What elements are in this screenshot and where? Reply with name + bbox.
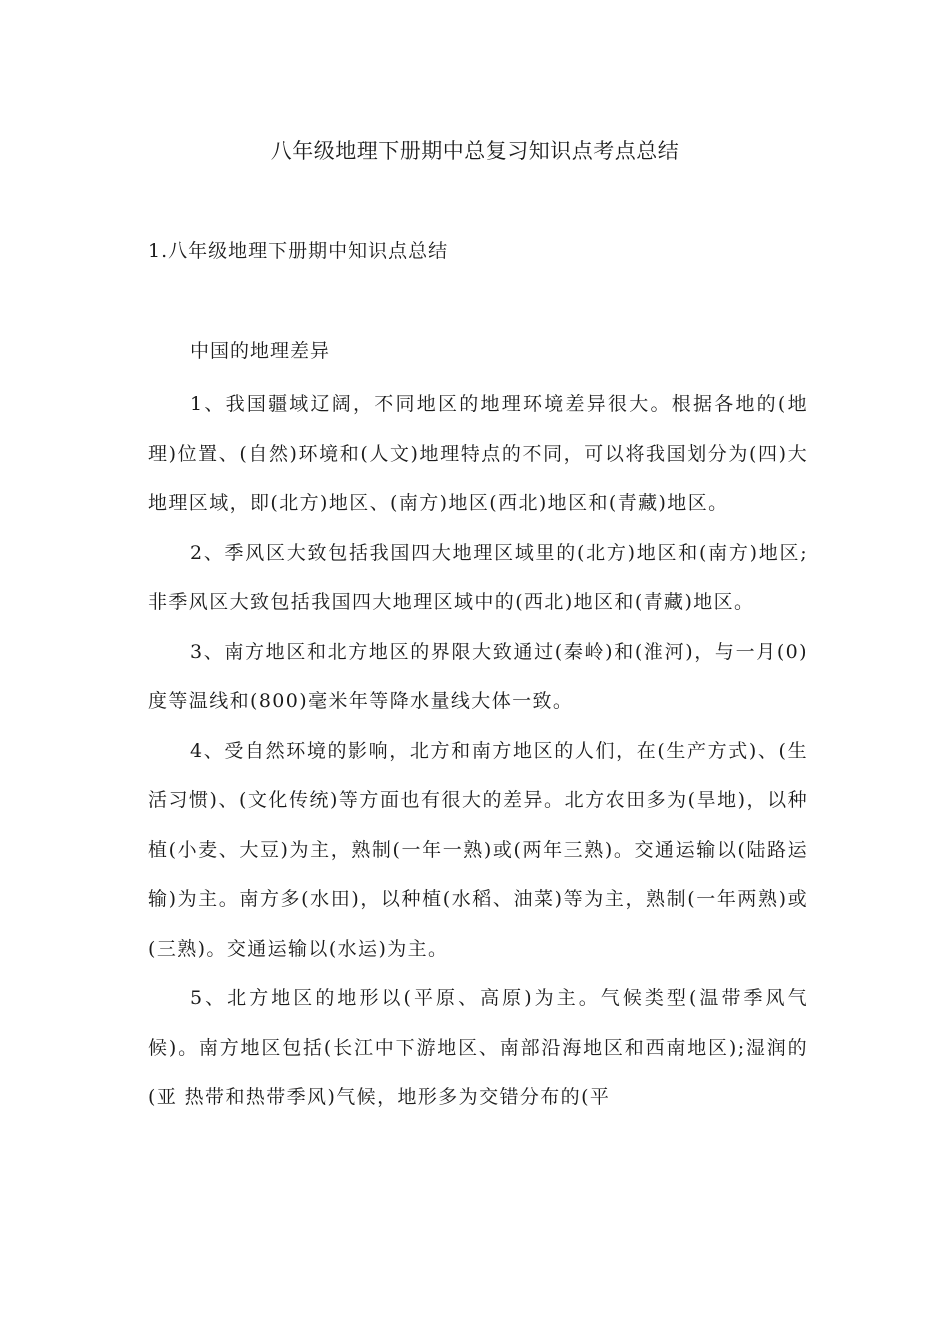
section-heading: 1.八年级地理下册期中知识点总结	[148, 240, 449, 262]
sub-heading: 中国的地理差异	[190, 340, 331, 362]
paragraph-5: 5、北方地区的地形以(平原、高原)为主。气候类型(温带季风气候)。南方地区包括(长江中下游地区、南部沿海地区和西南地区);湿润的(亚 热带和热带季风)气候，地形多为交错分布的(平	[148, 987, 808, 1108]
body-text	[148, 380, 808, 1123]
paragraph-1: 1、我国疆域辽阔，不同地区的地理环境差异很大。根据各地的(地理)位置、(自然)环境和(人文)地理特点的不同，可以将我国划分为(四)大地理区域，即(北方)地区、(南方)地区(西北)地区和(青藏)地区。	[148, 393, 808, 514]
paragraph-4: 4、受自然环境的影响，北方和南方地区的人们，在(生产方式)、(生活习惯)、(文化传统)等方面也有很大的差异。北方农田多为(旱地)，以种植(小麦、大豆)为主，熟制(一年一熟)或(两年三熟)。交通运输以(陆路运输)为主。南方多(水田)，以种植(水稻、油菜)等为主，熟制(一年两熟)或(三熟)。交通运输以(水运)为主。	[148, 739, 808, 960]
paragraph-3: 3、南方地区和北方地区的界限大致通过(秦岭)和(淮河)，与一月(0)度等温线和(800)毫米年等降水量线大体一致。	[148, 640, 808, 712]
document-title: 八年级地理下册期中总复习知识点考点总结	[270, 139, 680, 163]
paragraph-2: 2、季风区大致包括我国四大地理区域里的(北方)地区和(南方)地区;非季风区大致包括我国四大地理区域中的(西北)地区和(青藏)地区。	[148, 541, 808, 613]
